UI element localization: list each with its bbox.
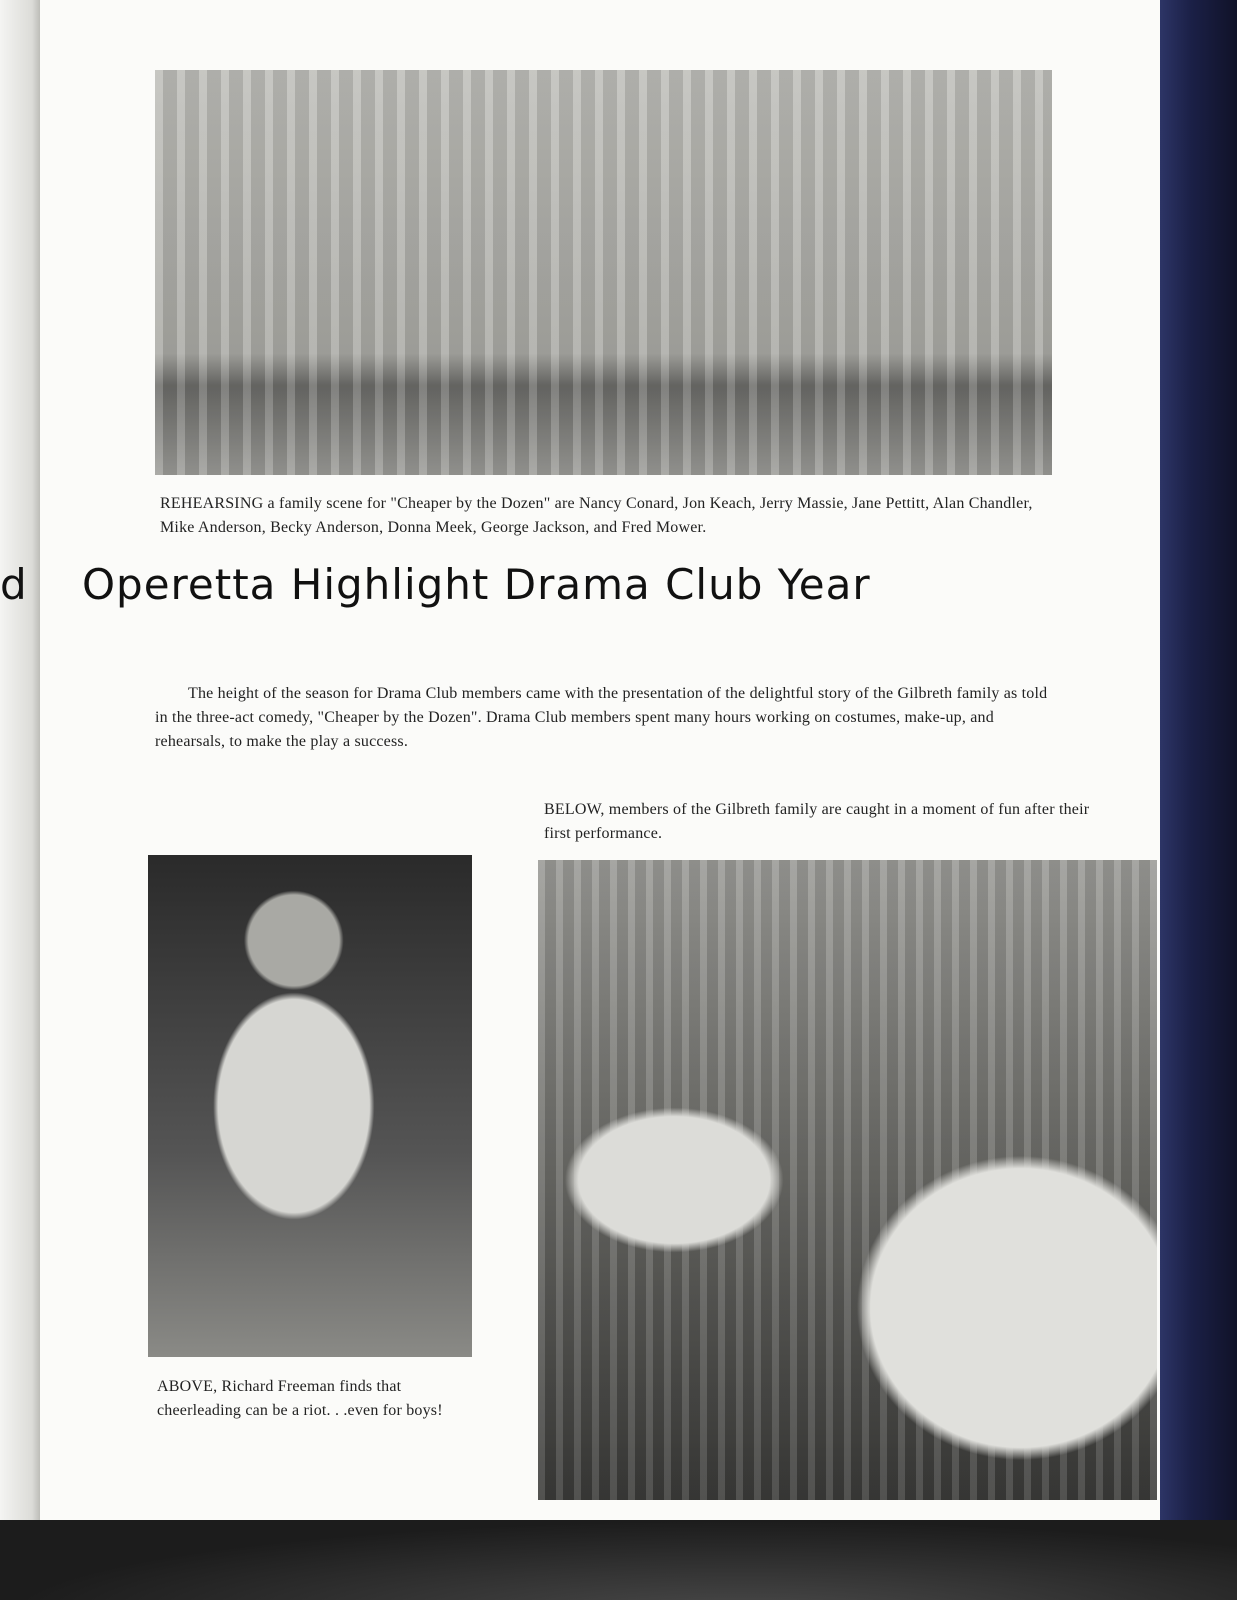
body-paragraph: The height of the season for Drama Club members came with the presentation of the delightful story of the Gilbreth family as told in the three-act comedy, "Cheaper by the Dozen". Drama Club members spent many hours working on costumes, make-up, and rehearsals, to make the play a success.	[155, 685, 1048, 750]
book-binding	[0, 0, 40, 1530]
book-cover-edge	[1160, 0, 1237, 1530]
scan-background	[0, 1520, 1237, 1600]
facing-page-letter: d	[0, 560, 27, 609]
rehearsal-caption: REHEARSING a family scene for "Cheaper by the Dozen" are Nancy Conard, Jon Keach, Jerry Massie, Jane Pettitt, Alan Chandler, Mike Anderson, Becky Anderson, Donna Meek, George Jackson, and Fred Mower.	[160, 495, 1033, 536]
family-photo-caption: BELOW, members of the Gilbreth family are caught in a moment of fun after their first performance.	[544, 801, 1090, 842]
rehearsal-photo	[155, 70, 1052, 475]
page-heading: Operetta Highlight Drama Club Year	[82, 560, 871, 609]
cheerleader-photo	[148, 855, 472, 1357]
cheerleader-caption: ABOVE, Richard Freeman finds that cheerleading can be a riot. . .even for boys!	[157, 1378, 443, 1419]
family-photo	[538, 860, 1157, 1500]
